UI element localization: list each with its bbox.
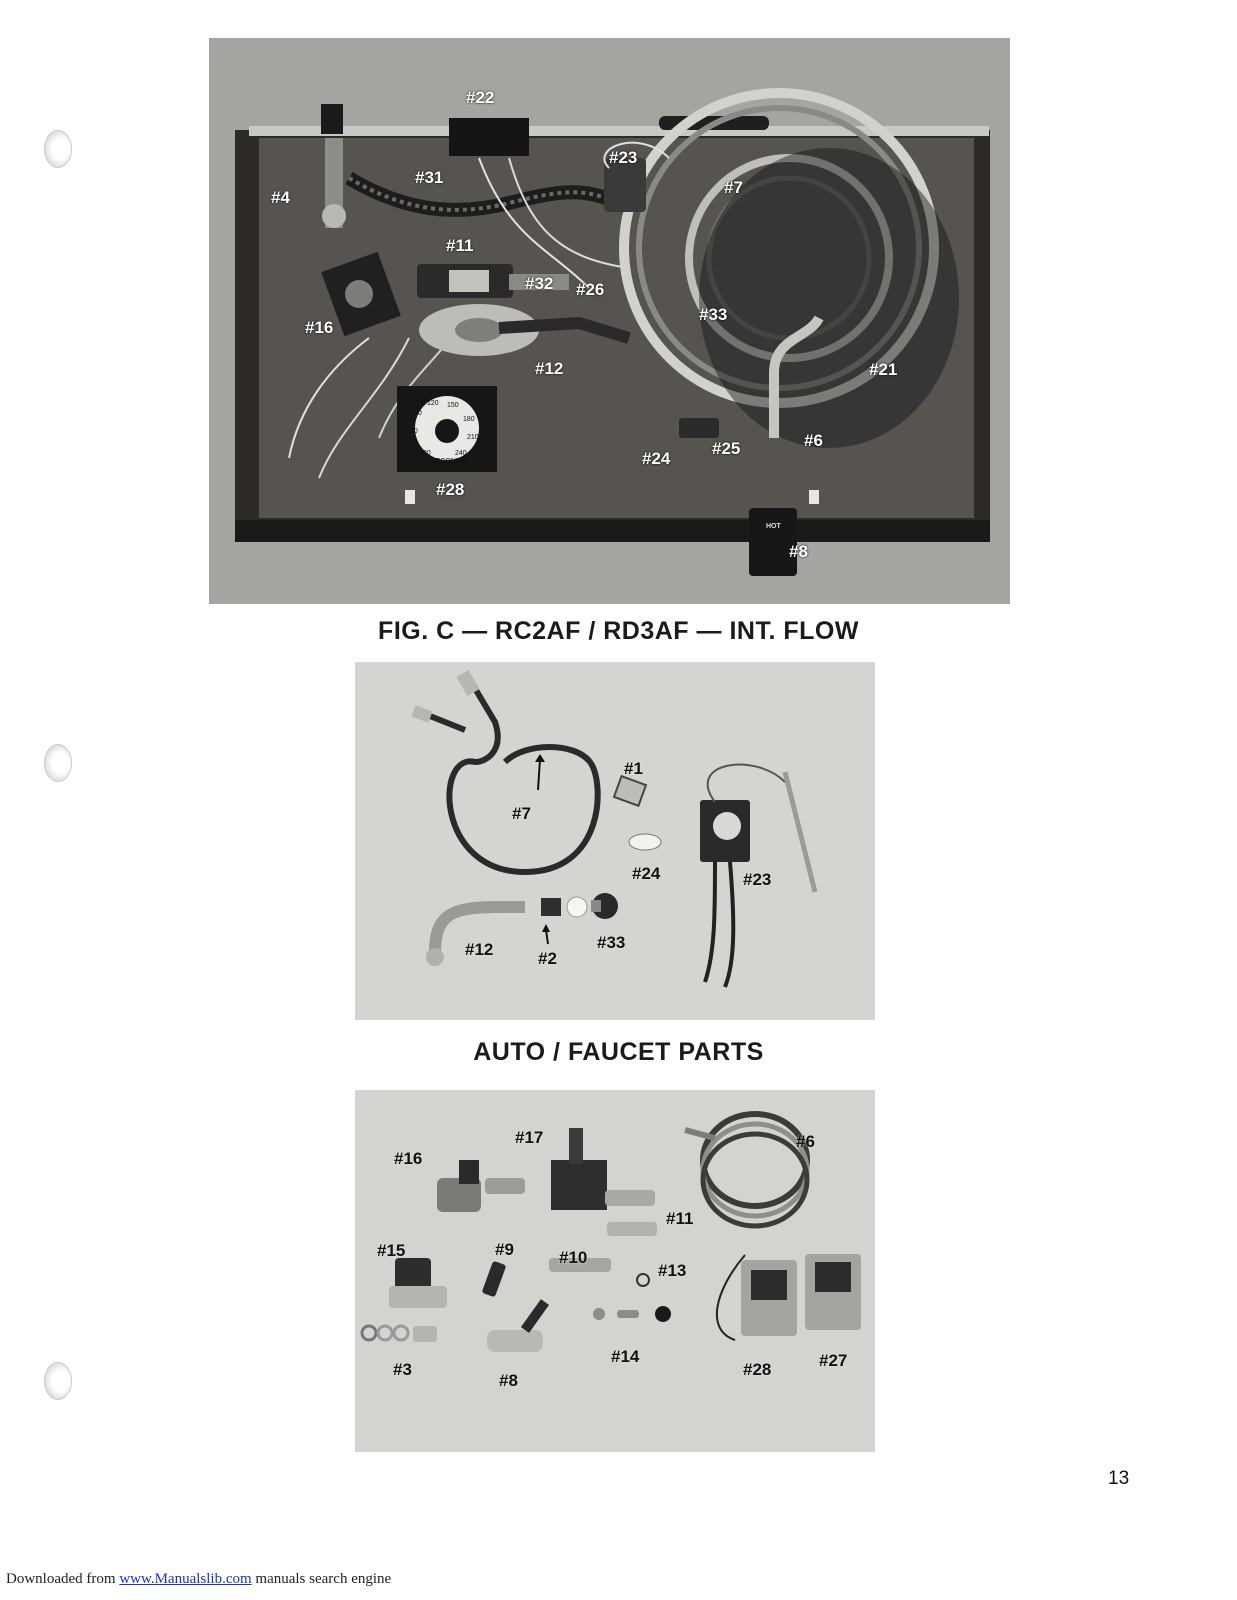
binder-hole-middle (44, 744, 72, 782)
footer-suffix: manuals search engine (251, 1571, 392, 1587)
callout-23-part: #23 (743, 870, 772, 889)
callout-22: #22 (466, 88, 495, 107)
callout-7: #7 (724, 178, 743, 197)
callout-7-part: #7 (512, 804, 531, 823)
timer-scale-150: 150 (447, 402, 459, 409)
callout-21: #21 (869, 360, 898, 379)
callout-24: #24 (642, 449, 671, 468)
fig-c-photo (209, 38, 1010, 604)
callout-16: #16 (305, 318, 334, 337)
int-flow-parts-photo (355, 662, 875, 1020)
callout-33: #33 (699, 305, 728, 324)
timer-scale-180: 180 (463, 416, 475, 423)
timer-scale-30: 30 (423, 450, 431, 457)
callout-32: #32 (525, 274, 554, 293)
callout-24-part: #24 (632, 864, 661, 883)
int-flow-parts-illustration (355, 662, 875, 1020)
callout-8: #8 (789, 542, 808, 561)
timer-scale-120: 120 (427, 400, 439, 407)
manualslib-link[interactable]: www.Manualslib.com (119, 1571, 252, 1587)
callout-2: #2 (538, 949, 557, 968)
callout-14: #14 (611, 1347, 640, 1366)
callout-6-part: #6 (796, 1132, 815, 1151)
callout-23: #23 (609, 148, 638, 167)
callout-17: #17 (515, 1128, 544, 1147)
callout-1: #1 (624, 759, 643, 778)
timer-scale-90: 90 (414, 410, 422, 417)
callout-33-part: #33 (597, 933, 626, 952)
callout-15: #15 (377, 1241, 406, 1260)
callout-27: #27 (819, 1351, 848, 1370)
callout-8-part: #8 (499, 1371, 518, 1390)
callout-31: #31 (415, 168, 444, 187)
timer-unit-label: SECONDS (431, 458, 466, 465)
callout-11-part: #11 (666, 1209, 694, 1228)
callout-28: #28 (436, 480, 465, 499)
callout-4: #4 (271, 188, 290, 207)
callout-13: #13 (658, 1261, 687, 1280)
callout-10: #10 (559, 1248, 588, 1267)
callout-6: #6 (804, 431, 823, 450)
callout-28-part: #28 (743, 1360, 772, 1379)
callout-12-part: #12 (465, 940, 494, 959)
auto-faucet-parts-photo (355, 1090, 875, 1452)
callout-26: #26 (576, 280, 605, 299)
callout-12: #12 (535, 359, 564, 378)
callout-16-part: #16 (394, 1149, 423, 1168)
callout-11: #11 (446, 236, 474, 255)
hot-label: HOT (766, 523, 781, 530)
callout-3: #3 (393, 1360, 412, 1379)
callout-9: #9 (495, 1240, 514, 1259)
auto-faucet-parts-title: AUTO / FAUCET PARTS (473, 1038, 764, 1066)
footer (6, 1571, 391, 1588)
page-number: 13 (1108, 1468, 1130, 1489)
binder-hole-top (44, 130, 72, 168)
callout-25: #25 (712, 439, 741, 458)
timer-scale-210: 210 (467, 434, 479, 441)
binder-hole-bottom (44, 1362, 72, 1400)
fig-c-caption: FIG. C — RC2AF / RD3AF — INT. FLOW (378, 617, 859, 645)
footer-prefix: Downloaded from (6, 1571, 120, 1587)
timer-scale-240: 240 (455, 450, 467, 457)
timer-scale-60: 60 (410, 428, 418, 435)
